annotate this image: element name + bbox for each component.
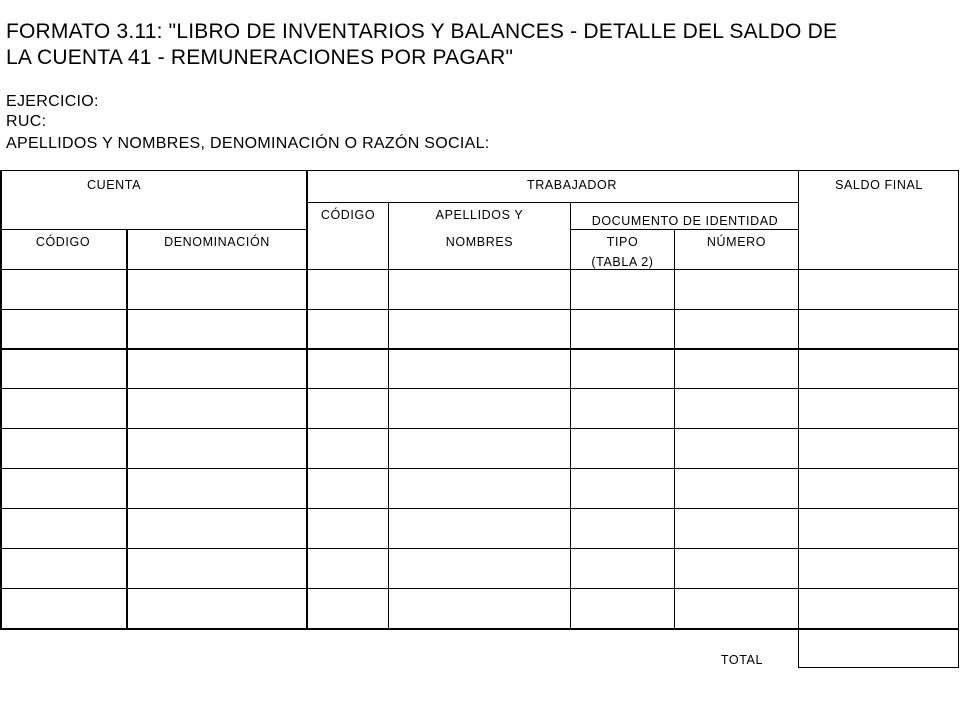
header-apellidos-line-2: NOMBRES: [445, 235, 514, 249]
row-line: [0, 428, 959, 429]
header-cuenta-codigo: CÓDIGO: [35, 235, 91, 249]
header-numero: NÚMERO: [706, 235, 767, 249]
col-divider: [388, 202, 389, 630]
header-trabajador-codigo: CÓDIGO: [320, 208, 376, 222]
table-border-bottom: [0, 628, 959, 630]
header-cuenta-denominacion: DENOMINACIÓN: [164, 235, 270, 249]
title-line-2: LA CUENTA 41 - REMUNERACIONES POR PAGAR": [6, 46, 514, 69]
row-line: [0, 269, 959, 270]
row-line: [0, 388, 959, 389]
title-line-1: FORMATO 3.11: "LIBRO DE INVENTARIOS Y BALANCES - DETALLE DEL SALDO DE: [6, 20, 838, 43]
row-line: [0, 548, 959, 549]
header-divider: [570, 229, 799, 230]
row-line: [0, 508, 959, 509]
header-divider: [0, 229, 308, 230]
col-divider: [126, 229, 128, 630]
table-border-top: [0, 170, 959, 171]
ejercicio-label: EJERCICIO:: [6, 93, 99, 110]
col-divider: [674, 229, 675, 630]
total-label: TOTAL: [720, 653, 764, 667]
header-tipo-line-2: (TABLA 2): [591, 255, 654, 269]
total-box-bottom: [798, 667, 959, 668]
row-line: [0, 348, 959, 350]
header-saldo-final: SALDO FINAL: [835, 178, 923, 192]
col-divider: [306, 170, 308, 630]
header-tipo-line-1: TIPO: [606, 235, 639, 249]
row-line: [0, 588, 959, 589]
razon-social-label: APELLIDOS Y NOMBRES, DENOMINACIÓN O RAZÓN SOCIAL:: [6, 135, 490, 152]
table-border-right: [958, 170, 959, 668]
header-documento-identidad: DOCUMENTO DE IDENTIDAD: [591, 214, 779, 228]
header-cuenta: CUENTA: [86, 178, 142, 192]
header-apellidos-line-1: APELLIDOS Y: [435, 208, 524, 222]
header-divider: [306, 202, 799, 203]
row-line: [0, 468, 959, 469]
ruc-label: RUC:: [6, 113, 47, 130]
header-trabajador: TRABAJADOR: [526, 178, 618, 192]
row-line: [0, 309, 959, 310]
col-divider: [798, 170, 799, 668]
